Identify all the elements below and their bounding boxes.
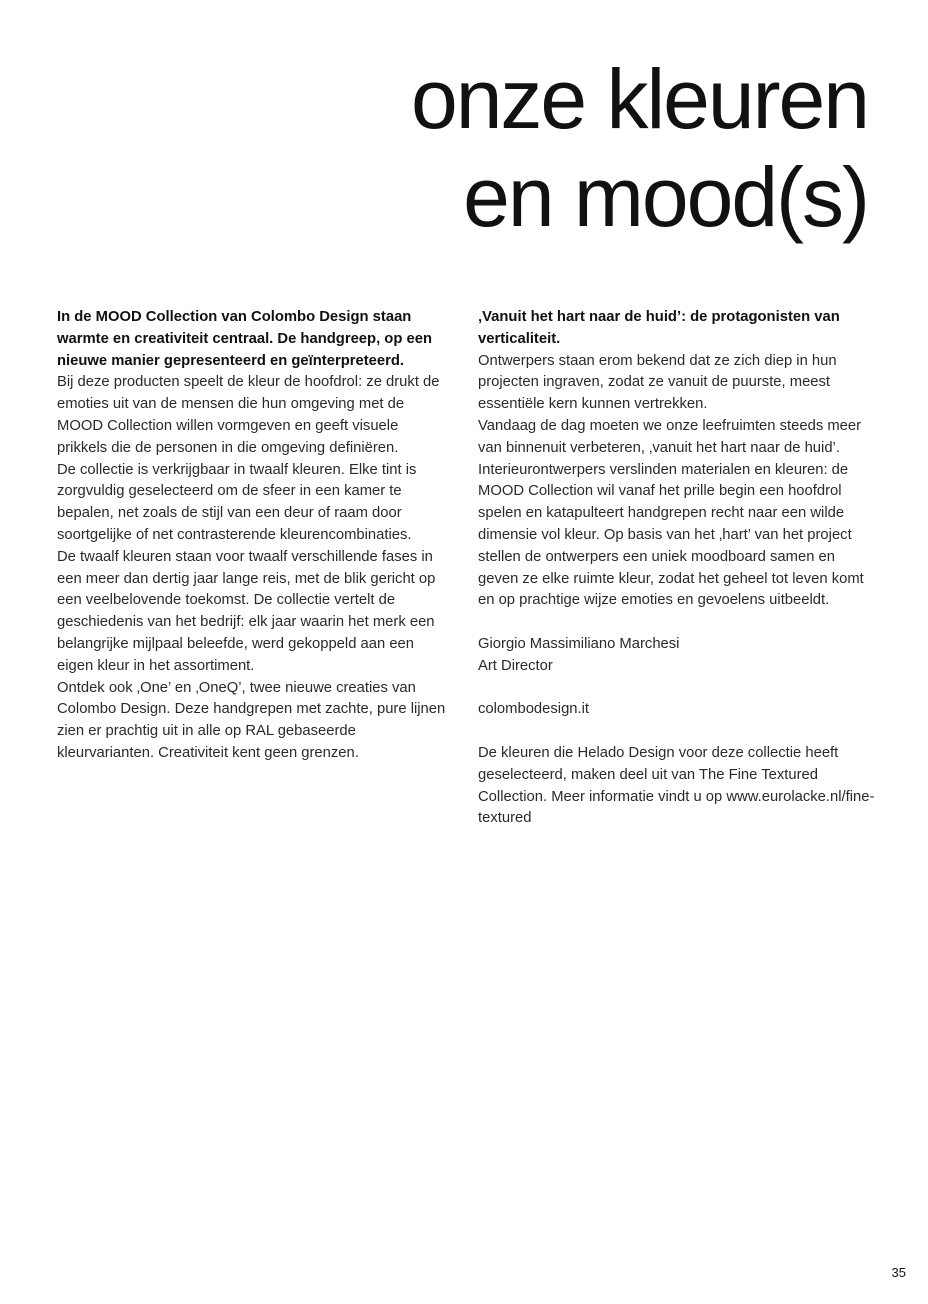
author-role: Art Director bbox=[478, 657, 553, 674]
page-number: 35 bbox=[891, 1265, 906, 1280]
right-column bbox=[478, 307, 876, 830]
website-link[interactable]: colombodesign.it bbox=[478, 701, 590, 718]
right-paragraph: Ontwerpers staan erom bekend dat ze zich diep in hun projecten ingraven, zodat ze vanuit de puurste, meest essentiële kern kunnen vertrekken. bbox=[478, 352, 837, 413]
left-paragraph: Bij deze producten speelt de kleur de hoofdrol: ze drukt de emoties uit van de mensen die hun omgeving met de MOOD Collection willen vormgeven en geeft visuele prikkels die de personen in die omgeving definiëren. bbox=[57, 374, 440, 456]
left-paragraph: De twaalf kleuren staan voor twaalf verschillende fases in een meer dan dertig jaar lange reis, met de blik gericht op een veelbelovende toekomst. De collectie vertelt de geschiedenis van het bedrijf: elk jaar waarin het merk een belangrijke mijlpaal beleefde, werd gekoppeld aan een eigen kleur in het assortiment. bbox=[57, 548, 436, 674]
left-paragraph: Ontdek ook ‚One’ en ‚OneQ’, twee nieuwe creaties van Colombo Design. Deze handgrepen met zachte, pure lijnen zien er prachtig uit in alle op RAL gebaseerde kleurvarianten. Creativiteit kent geen grenzen. bbox=[57, 679, 446, 761]
left-lead: In de MOOD Collection van Colombo Design staan warmte en creativiteit centraal. De handgreep, op een nieuwe manier gepresenteerd en geïnterpreteerd. bbox=[57, 309, 432, 369]
left-paragraph: De collectie is verkrijgbaar in twaalf kleuren. Elke tint is zorgvuldig geselecteerd om de sfeer in een kamer te bepalen, net zoals de stijl van een deur of raam door soortgelijke of net contrasterende kleurencombinaties. bbox=[57, 461, 417, 543]
title-line-2: en mood(s) bbox=[463, 150, 868, 244]
title-line-1: onze kleuren bbox=[411, 52, 868, 146]
color-note: De kleuren die Helado Design voor deze collectie heeft geselecteerd, maken deel uit van The Fine Textured Collection. Meer informatie vindt u op www.eurolacke.nl/fine-textured bbox=[478, 744, 875, 827]
left-column bbox=[57, 307, 452, 765]
author-name: Giorgio Massimiliano Marchesi bbox=[478, 635, 680, 652]
page-title bbox=[411, 50, 868, 246]
right-lead: ‚Vanuit het hart naar de huid’: de protagonisten van verticaliteit. bbox=[478, 309, 840, 347]
right-paragraph: Vandaag de dag moeten we onze leefruimten steeds meer van binnenuit verbeteren, ‚vanuit het hart naar de huid’. Interieurontwerpers verslinden materialen en kleuren: de MOOD Collection wil vanaf het prille begin een hoofdrol spelen en katapulteert handgrepen recht naar een wilde dimensie vol kleur. Op basis van het ‚hart’ van het project stellen de ontwerpers een uniek moodboard samen en geven ze elke ruimte kleur, zodat het geheel tot leven komt en op prachtige wijze emoties en gevoelens uitbeeldt. bbox=[478, 417, 864, 609]
